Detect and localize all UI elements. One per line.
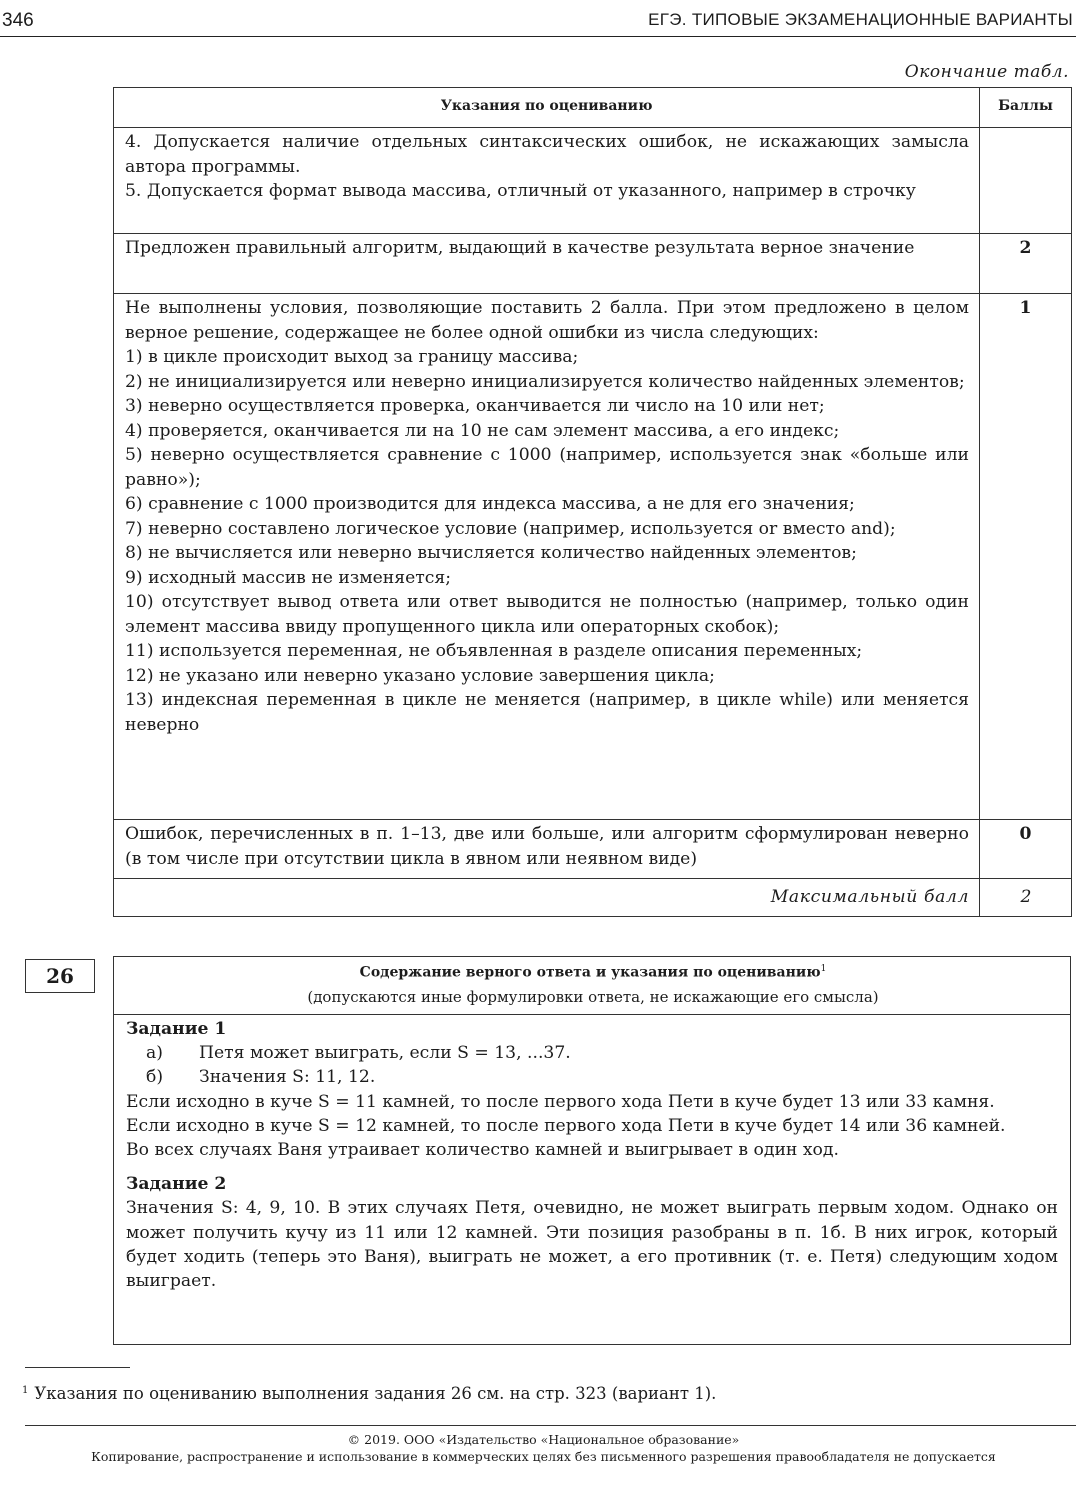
copyright-notice: Копирование, распространение и использование в коммерческих целях без письменного разрешения правообладателя не допускается (91, 1449, 996, 1464)
error-item: 13) индексная переменная в цикле не меняется (например, в цикле while) или меняется неверно (125, 690, 969, 735)
task1-paragraph: Если исходно в куче S = 11 камней, то после первого хода Пети в куче будет 13 или 33 камня. (126, 1091, 995, 1112)
answer-heading-text: Содержание верного ответа и указания по оцениванию (359, 964, 821, 981)
task1-b-text: Значения S: 11, 12. (199, 1067, 376, 1088)
criteria-note: 5. Допускается формат вывода массива, отличный от указанного, например в строчку (125, 181, 916, 201)
task1-paragraph: Если исходно в куче S = 12 камней, то после первого хода Пети в куче будет 14 или 36 камней. (126, 1115, 1006, 1136)
grading-table (113, 87, 1072, 917)
task1-title: Задание 1 (126, 1019, 227, 1039)
points-cell: 0 (980, 820, 1072, 879)
task1-a-text: Петя может выиграть, если S = 13, ...37. (199, 1043, 571, 1064)
page-number: 346 (2, 10, 34, 31)
criteria-cell: Предложен правильный алгоритм, выдающий в качестве результата верное значение (114, 234, 980, 294)
copyright-line: © 2019. ООО «Издательство «Национальное образование» (347, 1432, 740, 1447)
error-item: 11) используется переменная, не объявленная в разделе описания переменных; (125, 641, 863, 661)
answer-body (126, 1017, 1058, 1293)
error-item: 12) не указано или неверно указано условие завершения цикла; (125, 665, 715, 686)
error-item: 1) в цикле происходит выход за границу массива; (125, 347, 579, 367)
list-marker: б) (146, 1067, 164, 1088)
list-item (126, 1041, 1058, 1065)
list-item (126, 1065, 1058, 1089)
table-row (114, 128, 1072, 234)
footnote (22, 1384, 716, 1403)
max-score-value: 2 (980, 879, 1072, 917)
answer-subheading: (допускаются иные формулировки ответа, не искажающие его смысла) (307, 988, 879, 1006)
table-caption: Окончание табл. (904, 62, 1069, 82)
points-cell: 2 (980, 234, 1072, 294)
error-item: 7) неверно составлено логическое условие (например, используется or вместо and); (125, 518, 896, 539)
max-score-label: Максимальный балл (114, 879, 980, 917)
column-header-points: Баллы (980, 88, 1072, 128)
criteria-intro: Не выполнены условия, позволяющие поставить 2 балла. При этом предложено в целом верное решение, содержащее не более одной ошибки из числа следующих: (125, 298, 969, 343)
footnote-text: Указания по оцениванию выполнения задания 26 см. на стр. 323 (вариант 1). (34, 1384, 717, 1403)
error-item: 3) неверно осуществляется проверка, оканчивается ли число на 10 или нет; (125, 396, 825, 416)
table-row (114, 294, 1072, 820)
footnote-marker: 1 (22, 1384, 29, 1396)
list-marker: а) (146, 1043, 163, 1064)
max-score-row (114, 879, 1072, 917)
error-item: 10) отсутствует вывод ответа или ответ выводится не полностью (например, только один элемент массива ввиду пропущенного цикла или операторных скобок); (125, 592, 969, 637)
error-item: 9) исходный массив не изменяется; (125, 567, 452, 588)
criteria-cell: Ошибок, перечисленных в п. 1–13, две или больше, или алгоритм сформулирован неверно (в том числе при отсутствии цикла в явном или неявном виде) (114, 820, 980, 879)
points-cell: 1 (980, 294, 1072, 820)
header-divider (0, 36, 1076, 37)
criteria-cell (114, 294, 980, 820)
error-item: 2) не инициализируется или неверно инициализируется количество найденных элементов; (125, 371, 965, 392)
error-item: 6) сравнение с 1000 производится для индекса массива, а не для его значения; (125, 494, 855, 514)
task-number-box: 26 (25, 959, 95, 993)
footnote-ref: 1 (820, 964, 827, 974)
error-item: 5) неверно осуществляется сравнение с 1000 (например, используется знак «больше или равно»); (125, 445, 969, 490)
running-title: ЕГЭ. ТИПОВЫЕ ЭКЗАМЕНАЦИОННЫЕ ВАРИАНТЫ (648, 10, 1073, 29)
column-header-criteria: Указания по оцениванию (114, 88, 980, 128)
points-cell-empty (980, 128, 1072, 234)
table-row (114, 234, 1072, 294)
task2-title: Задание 2 (126, 1174, 227, 1195)
task1-paragraph: Во всех случаях Ваня утраивает количество камней и выигрывает в один ход. (126, 1140, 839, 1161)
answer-header-divider (113, 1014, 1071, 1015)
table-header-row (114, 88, 1072, 128)
criteria-note: 4. Допускается наличие отдельных синтаксических ошибок, не искажающих замысла автора программы. (125, 132, 969, 177)
error-item: 4) проверяется, оканчивается ли на 10 не сам элемент массива, а его индекс; (125, 420, 840, 441)
table-row (114, 820, 1072, 879)
task2-paragraph: Значения S: 4, 9, 10. В этих случаях Петя, очевидно, не может выиграть первым ходом. Однако он может получить кучу из 11 или 12 камней. Эти позиция разобраны в п. 1б. В них игрок, который будет ходить (теперь это Ваня), выиграть не может, а его противник (т. е. Петя) следующим ходом выиграет. (126, 1198, 1058, 1292)
footnote-divider (25, 1367, 130, 1368)
continuation-cell (114, 128, 980, 234)
footer-divider (25, 1425, 1076, 1426)
error-item: 8) не вычисляется или неверно вычисляется количество найденных элементов; (125, 543, 857, 563)
answer-heading (115, 964, 1071, 981)
